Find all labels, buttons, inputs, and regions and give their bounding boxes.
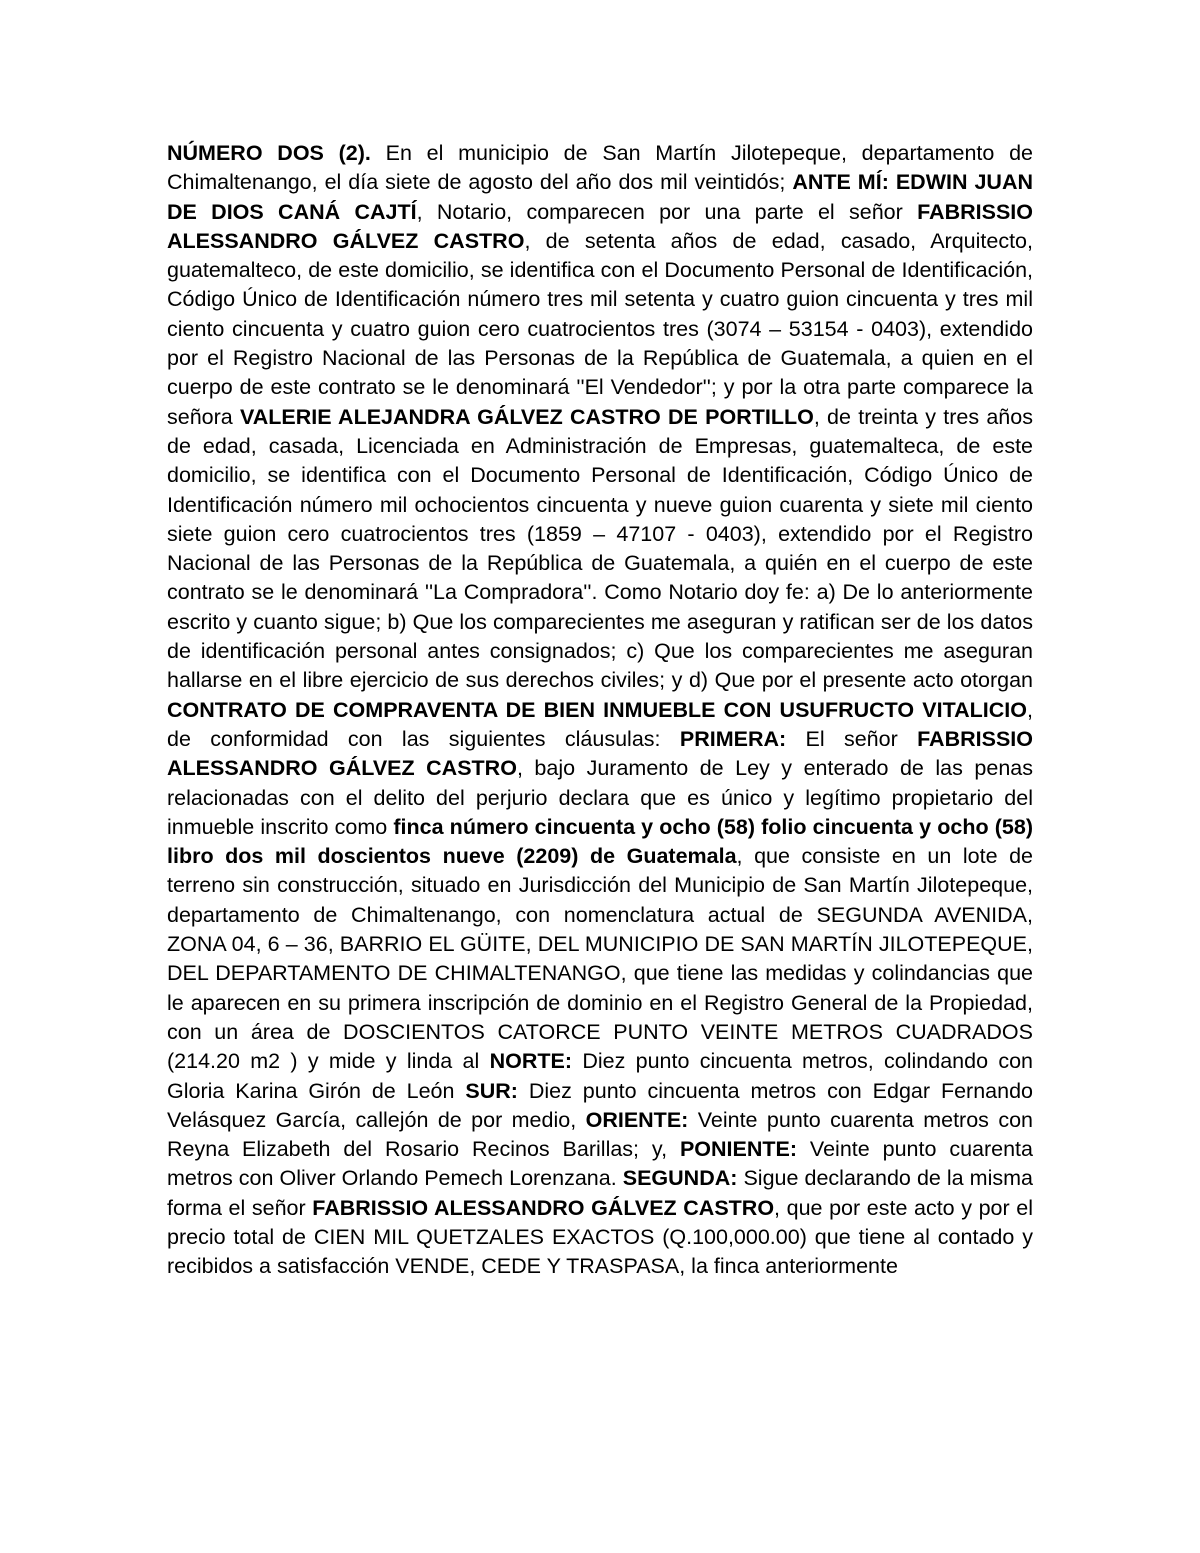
bold-text-segment: SUR: — [465, 1078, 518, 1103]
bold-text-segment: SEGUNDA: — [622, 1166, 738, 1191]
bold-text-segment: NÚMERO DOS (2). — [167, 141, 371, 165]
contract-paragraph — [167, 139, 1033, 1282]
document-page — [167, 139, 1033, 1282]
text-segment: , Notario, comparecen por una parte el señor — [416, 199, 918, 224]
text-segment: , de setenta años de edad, casado, Arquitecto, guatemalteco, de este domicilio, se identifica con el Documento Personal de Identificación, Código Único de Identificación número tres mil setenta y cuatro guion cincuenta y tres mil ciento cincuenta y cuatro guion cero cuatrocientos tres (3074 – 53154 - 0403), extendido por el Registro Nacional de las Personas de la República de Guatemala, a quien en el cuerpo de este contrato se le denominará ''El Vendedor''; y por la otra parte comparece la señora — [167, 228, 1033, 429]
text-segment: , de treinta y tres años de edad, casada, Licenciada en Administración de Empresas, guatemalteca, de este domicilio, se identifica con el Documento Personal de Identificación, Código Único de Identificación número mil ochocientos cincuenta y nueve guion cuarenta y siete mil ciento siete guion cero cuatrocientos tres (1859 – 47107 - 0403), extendido por el Registro Nacional de las Personas de la República de Guatemala, a quién en el cuerpo de este contrato se le denominará ''La Compradora''. Como Notario doy fe: a) De lo anteriormente escrito y cuanto sigue; b) Que los comparecientes me aseguran y ratifican ser de los datos de identificación personal antes consignados; c) Que los comparecientes me aseguran hallarse en el libre ejercicio de sus derechos civiles; y d) Que por el presente acto otorgan — [167, 404, 1033, 693]
bold-text-segment: ANTE MÍ: EDWIN JUAN DE DIOS CANÁ CAJTÍ — [167, 170, 1033, 224]
bold-text-segment: PRIMERA: — [679, 726, 787, 751]
bold-text-segment: CONTRATO DE COMPRAVENTA DE BIEN INMUEBLE CON USUFRUCTO VITALICIO — [167, 697, 1028, 722]
bold-text-segment: ORIENTE: — [585, 1107, 689, 1132]
bold-text-segment: NORTE: — [489, 1049, 573, 1074]
text-segment: Veinte punto cuarenta metros con Oliver Orlando Pemech Lorenzana. — [167, 1137, 1033, 1191]
bold-text-segment: FABRISSIO ALESSANDRO GÁLVEZ CASTRO — [312, 1195, 775, 1220]
bold-text-segment: VALERIE ALEJANDRA GÁLVEZ CASTRO DE PORTILLO — [240, 404, 814, 429]
text-segment: El señor — [786, 726, 918, 751]
text-segment: , que consiste en un lote de terreno sin construcción, situado en Jurisdicción del Municipio de San Martín Jilotepeque, departamento de Chimaltenango, con nomenclatura actual de SEGUNDA AVENIDA, ZONA 04, 6 – 36, BARRIO EL GÜITE, DEL MUNICIPIO DE SAN MARTÍN JILOTEPEQUE, DEL DEPARTAMENTO DE CHIMALTENANGO, que tiene las medidas y colindancias que le aparecen en su primera inscripción de dominio en el Registro General de la Propiedad, con un área de DOSCIENTOS CATORCE PUNTO VEINTE METROS CUADRADOS (214.20 m2 ) y mide y linda al — [167, 844, 1033, 1074]
bold-text-segment: FABRISSIO ALESSANDRO GÁLVEZ CASTRO — [167, 199, 1033, 253]
text-segment: Sigue declarando de la misma forma el señor — [167, 1166, 1033, 1220]
text-segment: Diez punto cincuenta metros, colindando con Gloria Karina Girón de León — [167, 1049, 1033, 1103]
text-segment: Diez punto cincuenta metros con Edgar Fernando Velásquez García, callejón de por medio, — [167, 1078, 1034, 1132]
text-segment: , de conformidad con las siguientes cláusulas: — [167, 697, 1033, 751]
text-segment: , que por este acto y por el precio total de CIEN MIL QUETZALES EXACTOS (Q.100,000.00) que tiene al contado y recibidos a satisfacción VENDE, CEDE Y TRASPASA, la finca anteriormente — [167, 1195, 1033, 1279]
bold-text-segment: PONIENTE: — [679, 1137, 798, 1162]
text-segment: , bajo Juramento de Ley y enterado de las penas relacionadas con el delito del perjurio declara que es único y legítimo propietario del inmueble inscrito como — [167, 756, 1033, 839]
text-segment: Veinte punto cuarenta metros con Reyna Elizabeth del Rosario Recinos Barillas; y, — [167, 1107, 1033, 1162]
bold-text-segment: FABRISSIO ALESSANDRO GÁLVEZ CASTRO — [167, 726, 1033, 781]
text-segment: En el municipio de San Martín Jilotepeque, departamento de Chimaltenango, el día siete de agosto del año dos mil veintidós; — [167, 141, 1033, 195]
bold-text-segment: finca número cincuenta y ocho (58) folio cincuenta y ocho (58) libro dos mil doscientos nueve (2209) de Guatemala — [167, 814, 1033, 869]
